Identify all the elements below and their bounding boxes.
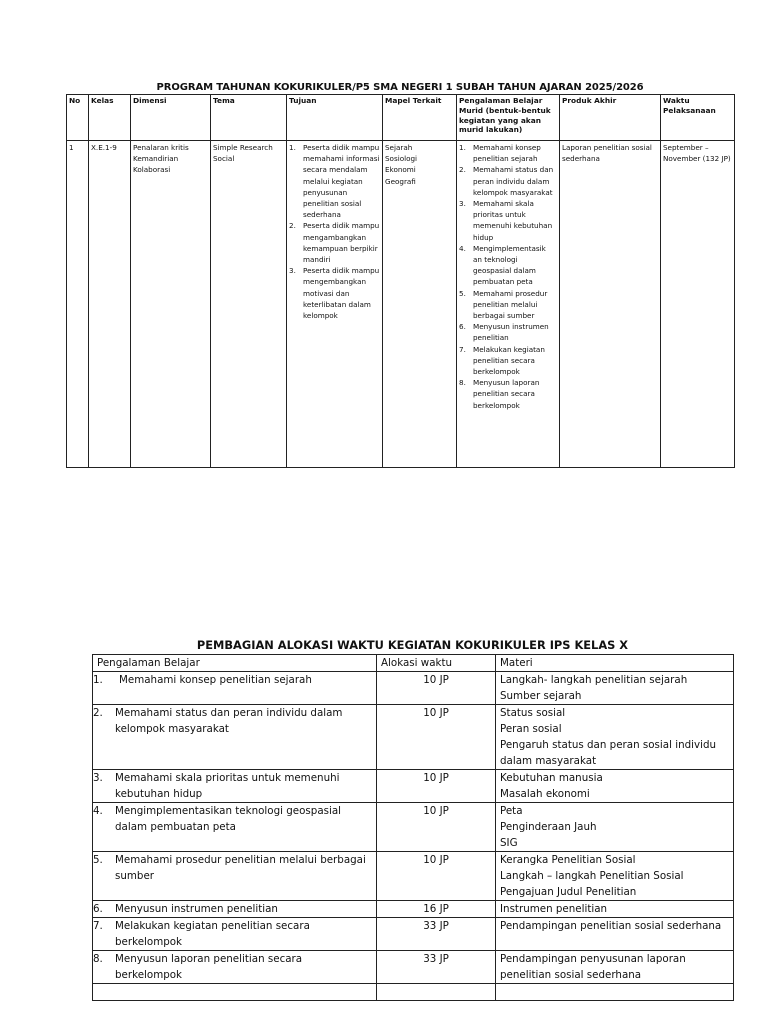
cell-pengalaman-belajar: [93, 705, 377, 770]
cell-tema: Simple Research Social: [211, 141, 287, 468]
cell-alokasi: 10 JP: [377, 770, 496, 803]
alokasi-title: PEMBAGIAN ALOKASI WAKTU KEGIATAN KOKURIKULER IPS KELAS X: [196, 638, 629, 652]
list-number: 5.: [459, 288, 466, 298]
cell-materi: [496, 803, 734, 852]
cell-alokasi: 10 JP: [377, 803, 496, 852]
pengalaman-text: Melakukan kegiatan penelitian secara berkelompok: [115, 920, 310, 948]
col-header-tema: Tema: [211, 95, 287, 141]
cell-pengalaman-belajar: [93, 901, 377, 918]
program-header-row: [67, 95, 735, 141]
cell-pengalaman-belajar: [93, 918, 377, 951]
col-header-no: No: [67, 95, 89, 141]
materi-item: Masalah ekonomi: [500, 788, 590, 800]
pengalaman-text: Memahami skala prioritas untuk memenuhi kebutuhan hidup: [115, 772, 340, 800]
materi-item: Status sosial: [500, 707, 566, 719]
col-header-mapel: Mapel Terkait: [383, 95, 457, 141]
pengalaman-text: Mengimplementasikan teknologi geospasial dalam pembuatan peta: [115, 805, 342, 833]
cell-alokasi: 10 JP: [377, 705, 496, 770]
col-header-waktu: Waktu Pelaksanaan: [661, 95, 735, 141]
list-number: 5.: [93, 854, 103, 866]
table-row: [93, 918, 734, 951]
materi-item: Langkah- langkah penelitian sejarah: [500, 674, 688, 686]
cell-materi: [496, 852, 734, 901]
table-row: [93, 951, 734, 984]
dimensi-item: Penalaran kritis: [133, 143, 189, 152]
materi-item: Pengajuan Judul Penelitian: [500, 886, 637, 898]
col-header-alokasi-waktu: Alokasi waktu: [377, 655, 496, 672]
pengalaman-text: Menyusun laporan penelitian secara berkelompok: [473, 378, 540, 410]
pengalaman-text: Memahami konsep penelitian sejarah: [473, 143, 541, 164]
list-number: 8.: [93, 953, 103, 965]
dimensi-item: Kemandirian: [133, 154, 179, 164]
pengalaman-text: Melakukan kegiatan penelitian secara berkelompok: [473, 344, 545, 377]
cell-mapel: [383, 141, 457, 468]
pengalaman-item: [459, 164, 557, 198]
empty-row: [93, 984, 734, 1001]
tujuan-text: Peserta didik mampu mengembangkan motivasi dan keterlibatan dalam kelompok: [303, 266, 380, 321]
pengalaman-item: [459, 288, 557, 322]
pengalaman-text: Memahami prosedur penelitian melalui berbagai sumber: [473, 288, 548, 321]
col-header-dimensi: Dimensi: [131, 95, 211, 141]
pengalaman-text: Memahami status dan peran individu dalam kelompok masyarakat: [473, 165, 554, 197]
cell-tujuan: [287, 141, 383, 468]
cell-pengalaman-belajar: [93, 803, 377, 852]
tujuan-item: [289, 265, 380, 321]
mapel-item: Sejarah: [385, 143, 413, 152]
pengalaman-list: [459, 142, 557, 411]
cell-kelas: X.E.1-9: [89, 141, 131, 468]
pengalaman-text: Memahami prosedur penelitian melalui berbagai sumber: [115, 854, 366, 882]
cell-materi: [496, 918, 734, 951]
col-header-pengalaman-belajar: Pengalaman Belajar: [93, 655, 377, 672]
cell-materi: [496, 770, 734, 803]
materi-item: SIG: [500, 837, 518, 849]
table-row: [93, 901, 734, 918]
pengalaman-item: [459, 198, 557, 243]
alokasi-header-row: [93, 655, 734, 672]
cell-alokasi: 33 JP: [377, 951, 496, 984]
tujuan-text: Peserta didik mampu memahami informasi secara mendalam melalui kegiatan penyusunan penelitian sosial sederhana: [303, 143, 380, 220]
cell-waktu: September – November (132 JP): [661, 141, 735, 468]
col-header-materi: Materi: [496, 655, 734, 672]
program-title: PROGRAM TAHUNAN KOKURIKULER/P5 SMA NEGERI 1 SUBAH TAHUN AJARAN 2025/2026: [156, 82, 644, 93]
materi-item: Peta: [500, 805, 523, 817]
materi-item: Pendampingan penelitian sosial sederhana: [500, 920, 722, 932]
list-number: 2.: [93, 707, 103, 719]
program-row: [67, 141, 735, 468]
pengalaman-text: Menyusun instrumen penelitian: [115, 903, 278, 915]
cell-produk: Laporan penelitian sosial sederhana: [560, 141, 661, 468]
cell-pengalaman-belajar: [93, 852, 377, 901]
pengalaman-item: [459, 344, 557, 378]
materi-item: Pendampingan penyusunan laporan penelitian sosial sederhana: [500, 953, 686, 981]
mapel-item: Sosiologi: [385, 154, 418, 164]
list-number: 3.: [93, 772, 103, 784]
col-header-kelas: Kelas: [89, 95, 131, 141]
list-number: 6.: [93, 903, 103, 915]
cell-alokasi: 16 JP: [377, 901, 496, 918]
pengalaman-item: [459, 243, 557, 288]
pengalaman-text: Mengimplementasik an teknologi geospasial dalam pembuatan peta: [473, 243, 546, 287]
list-number: 4.: [93, 805, 103, 817]
dimensi-item: Kolaborasi: [133, 165, 171, 175]
cell-pengalaman-belajar: [93, 672, 377, 705]
tujuan-item: [289, 142, 380, 220]
program-table: [66, 94, 735, 468]
mapel-item: Geografi: [385, 176, 416, 186]
pengalaman-text: Memahami skala prioritas untuk memenuhi kebutuhan hidup: [473, 199, 553, 242]
pengalaman-text: Menyusun instrumen penelitian: [473, 322, 549, 343]
list-number: 1.: [459, 143, 466, 152]
materi-item: Pengaruh status dan peran sosial individu dalam masyarakat: [500, 739, 717, 767]
empty-cell: [93, 984, 377, 1001]
list-number: 4.: [459, 243, 466, 253]
pengalaman-item: [459, 377, 557, 411]
empty-cell: [377, 984, 496, 1001]
materi-item: Langkah – langkah Penelitian Sosial: [500, 870, 684, 882]
materi-item: Instrumen penelitian: [500, 903, 608, 915]
tujuan-list: [289, 142, 380, 321]
pengalaman-text: Memahami konsep penelitian sejarah: [119, 674, 312, 686]
pengalaman-item: [459, 142, 557, 164]
table-row: [93, 672, 734, 705]
pengalaman-text: Menyusun laporan penelitian secara berkelompok: [115, 953, 303, 981]
cell-alokasi: 10 JP: [377, 672, 496, 705]
cell-materi: [496, 901, 734, 918]
cell-materi: [496, 672, 734, 705]
tujuan-text: Peserta didik mampu mengambangkan kemampuan berpikir mandiri: [303, 221, 380, 265]
materi-item: Sumber sejarah: [500, 690, 582, 702]
list-number: 8.: [459, 378, 466, 388]
table-row: [93, 803, 734, 852]
list-number: 1.: [93, 674, 103, 686]
cell-pengalaman: [457, 141, 560, 468]
list-number: 6.: [459, 322, 466, 332]
cell-pengalaman-belajar: [93, 770, 377, 803]
pengalaman-text: Memahami status dan peran individu dalam kelompok masyarakat: [115, 707, 343, 735]
col-header-tujuan: Tujuan: [287, 95, 383, 141]
table-row: [93, 852, 734, 901]
list-number: 2.: [289, 221, 296, 231]
mapel-item: Ekonomi: [385, 165, 416, 175]
alokasi-table: [92, 654, 734, 1001]
materi-item: Peran sosial: [500, 723, 562, 735]
col-header-pengalaman: Pengalaman Belajar Murid (bentuk-bentuk kegiatan yang akan murid lakukan): [457, 95, 560, 141]
list-number: 3.: [459, 199, 466, 209]
col-header-produk: Produk Akhir: [560, 95, 661, 141]
cell-pengalaman-belajar: [93, 951, 377, 984]
cell-no: 1: [67, 141, 89, 468]
empty-cell: [496, 984, 734, 1001]
list-number: 2.: [459, 165, 466, 175]
pengalaman-item: [459, 321, 557, 343]
cell-materi: [496, 705, 734, 770]
materi-item: Kebutuhan manusia: [500, 772, 603, 784]
list-number: 1.: [289, 143, 296, 152]
cell-alokasi: 10 JP: [377, 852, 496, 901]
materi-item: Penginderaan Jauh: [500, 821, 597, 833]
list-number: 7.: [459, 344, 466, 354]
cell-alokasi: 33 JP: [377, 918, 496, 951]
table-row: [93, 705, 734, 770]
tujuan-item: [289, 220, 380, 265]
materi-item: Kerangka Penelitian Sosial: [500, 854, 636, 866]
list-number: 7.: [93, 920, 103, 932]
cell-dimensi: [131, 141, 211, 468]
table-row: [93, 770, 734, 803]
cell-materi: [496, 951, 734, 984]
list-number: 3.: [289, 266, 296, 276]
